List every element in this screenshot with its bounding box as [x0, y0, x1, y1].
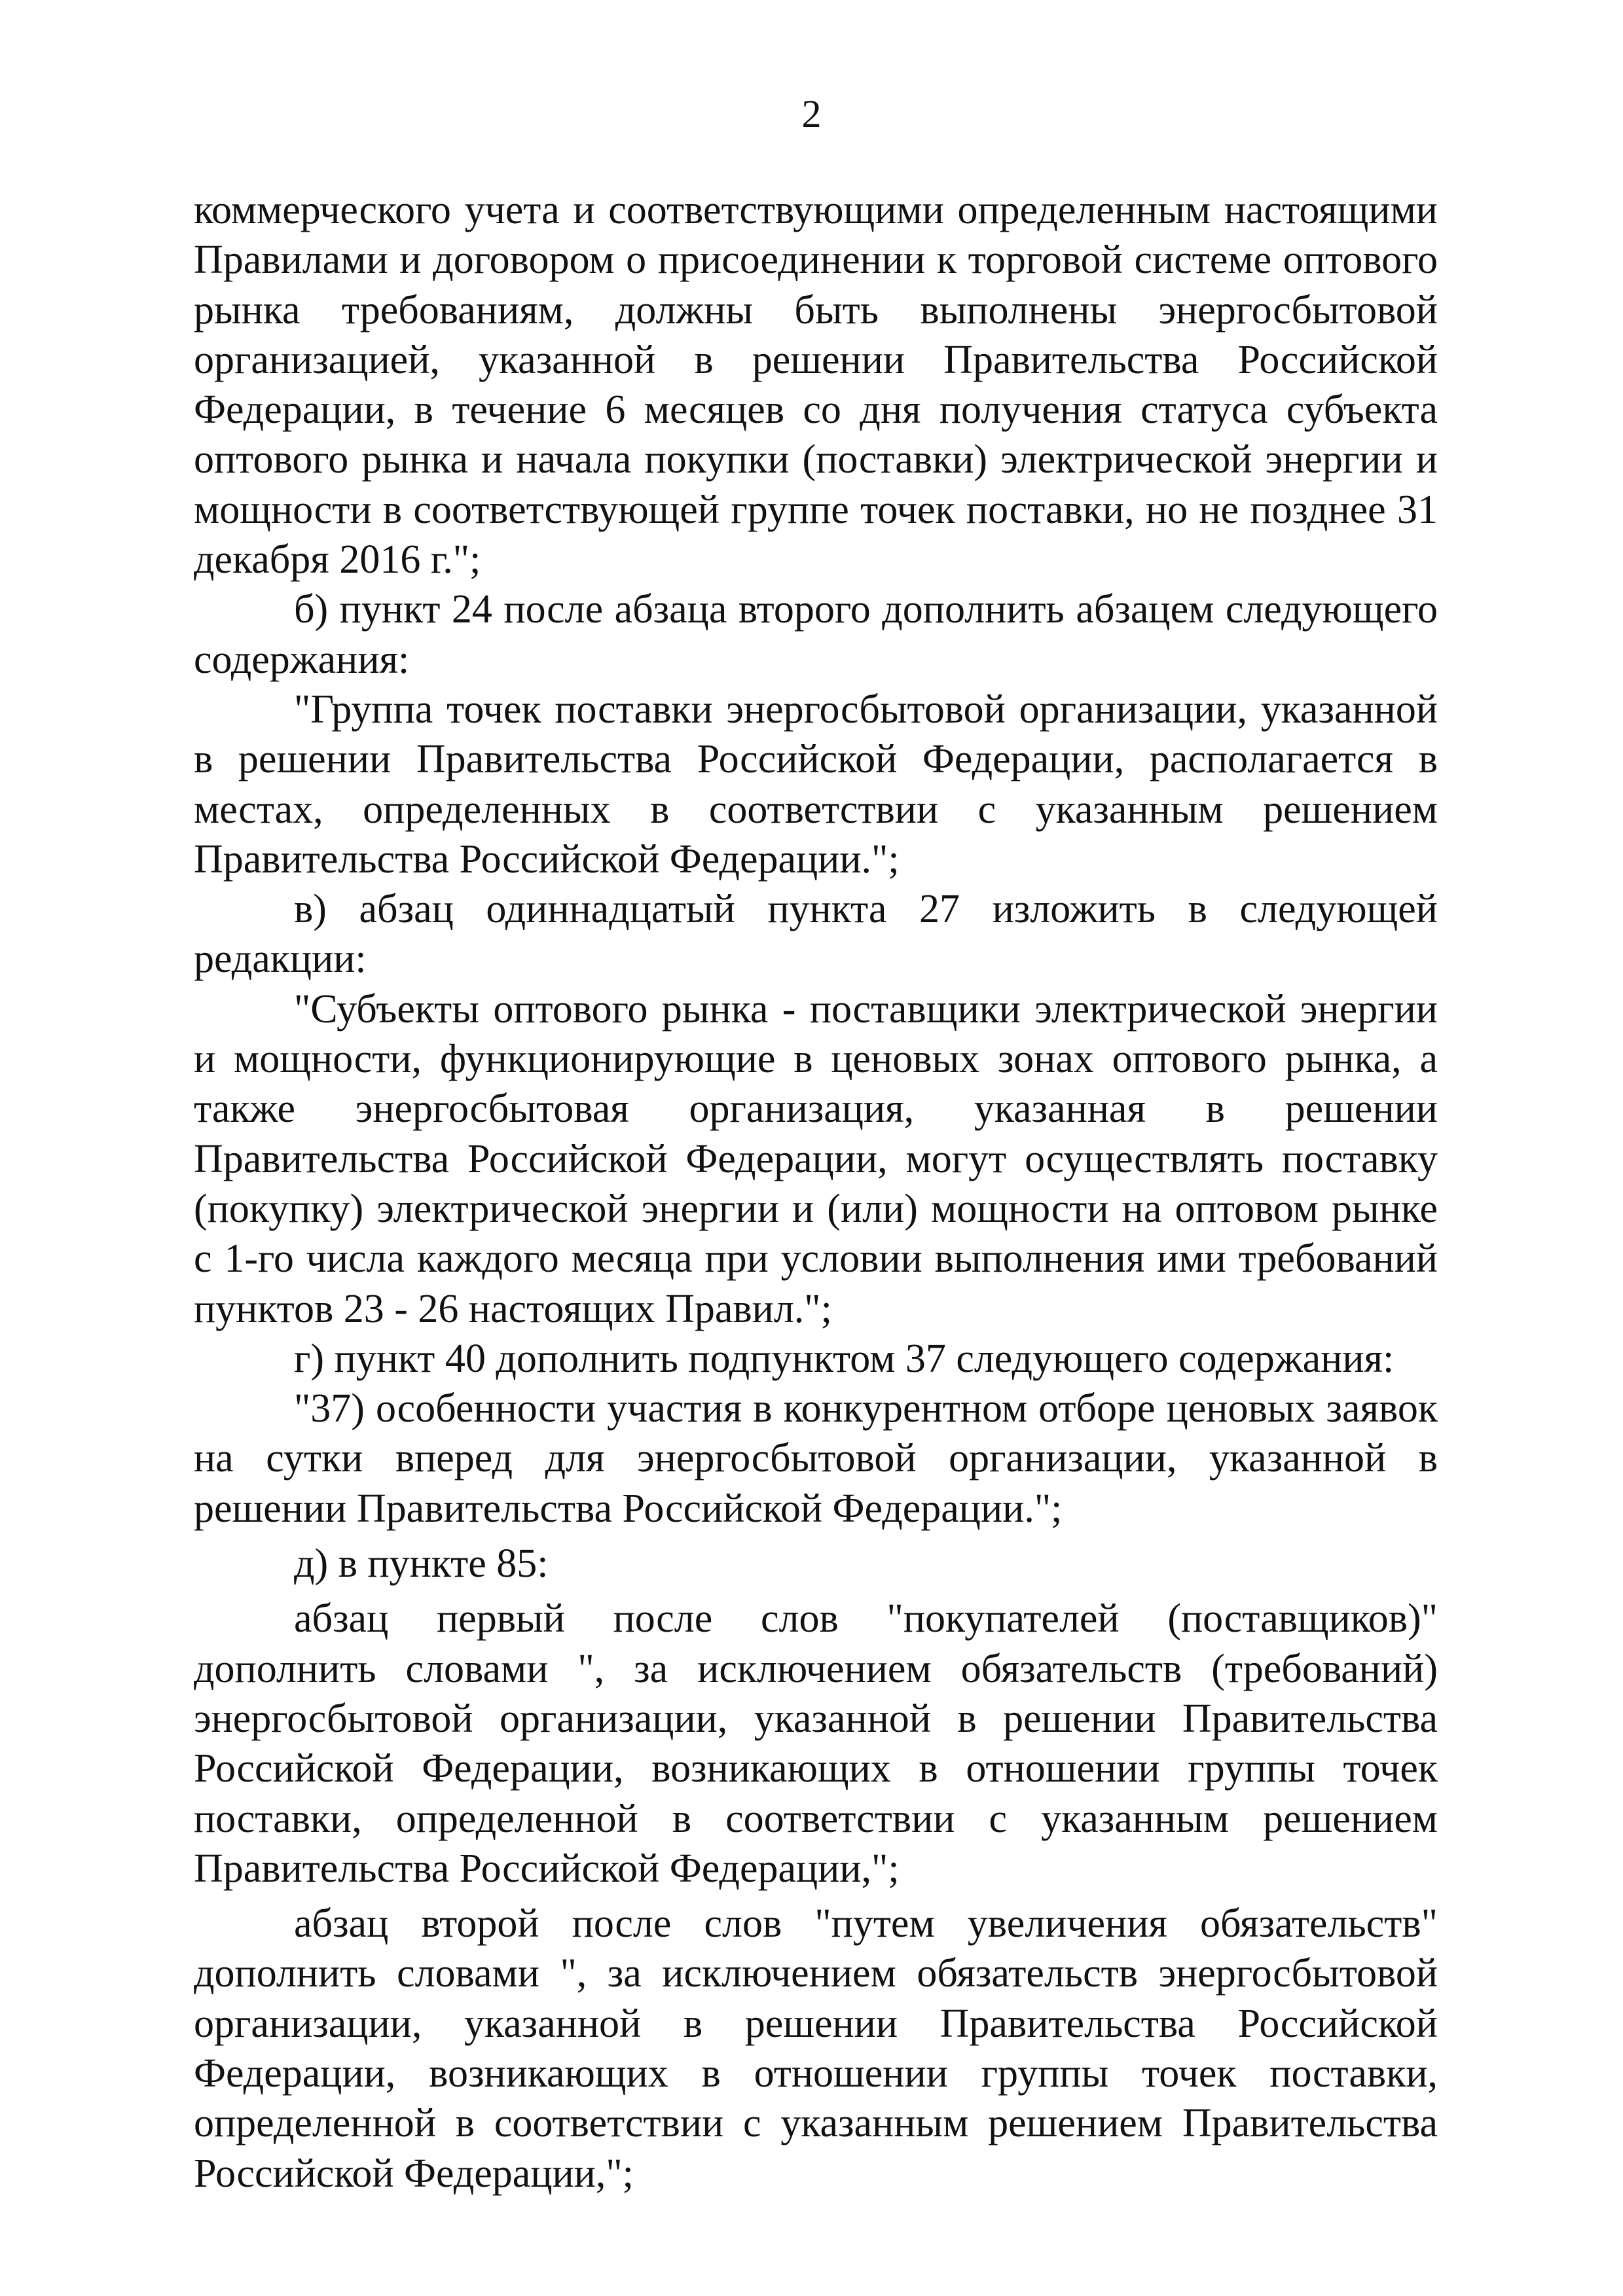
- page-number: 2: [801, 92, 822, 135]
- paragraph-item-v-quote: "Субъекты оптового рынка - поставщики электрической энергии и мощности, функционирующие в ценовых зонах оптового рынка, а также энергосбытовая организация, указанная в решении Правительства Российской Федерации, могут осуществлять поставку (покупку) электрической энергии и (или) мощности на оптовом рынке с 1-го числа каждого месяца при условии выполнения ими требований пунктов 23 - 26 настоящих Правил.";: [194, 986, 1438, 1331]
- paragraph-item-d-second: абзац второй после слов "путем увеличения обязательств" дополнить словами ", за исключением обязательств энергосбытовой организации, указанной в решении Правительства Российской Федерации, возникающих в отношении группы точек поставки, определенной в соответствии с указанным решением Правительства Российской Федерации,";: [194, 1901, 1438, 2196]
- paragraph-item-b-quote: "Группа точек поставки энергосбытовой организации, указанной в решении Правительства Российской Федерации, располагается в местах, определенных в соответствии с указанным решением Правительства Российской Федерации.";: [194, 687, 1438, 882]
- paragraph-item-g: г) пункт 40 дополнить подпунктом 37 следующего содержания:: [294, 1336, 1395, 1381]
- paragraph-item-d: д) в пункте 85:: [294, 1541, 549, 1587]
- paragraph-item-g-quote: "37) особенности участия в конкурентном отборе ценовых заявок на сутки вперед для энергосбытовой организации, указанной в решении Правительства Российской Федерации.";: [194, 1386, 1438, 1531]
- paragraph-item-v: в) абзац одиннадцатый пункта 27 изложить в следующей редакции:: [194, 887, 1438, 982]
- paragraph-item-b: б) пункт 24 после абзаца второго дополнить абзацем следующего содержания:: [194, 587, 1438, 682]
- paragraph-commercial-metering: коммерческого учета и соответствующими определенным настоящими Правилами и договором о присоединении к торговой системе оптового рынка требованиям, должны быть выполнены энергосбытовой организацией, указанной в решении Правительства Российской Федерации, в течение 6 месяцев со дня получения статуса субъекта оптового рынка и начала покупки (поставки) электрической энергии и мощности в соответствующей группе точек поставки, но не позднее 31 декабря 2016 г.";: [194, 188, 1438, 583]
- paragraph-item-d-first: абзац первый после слов "покупателей (поставщиков)" дополнить словами ", за исключением обязательств (требований) энергосбытовой организации, указанной в решении Правительства Российской Федерации, возникающих в отношении группы точек поставки, определенной в соответствии с указанным решением Правительства Российской Федерации,";: [194, 1596, 1438, 1891]
- document-body: [194, 185, 1438, 2198]
